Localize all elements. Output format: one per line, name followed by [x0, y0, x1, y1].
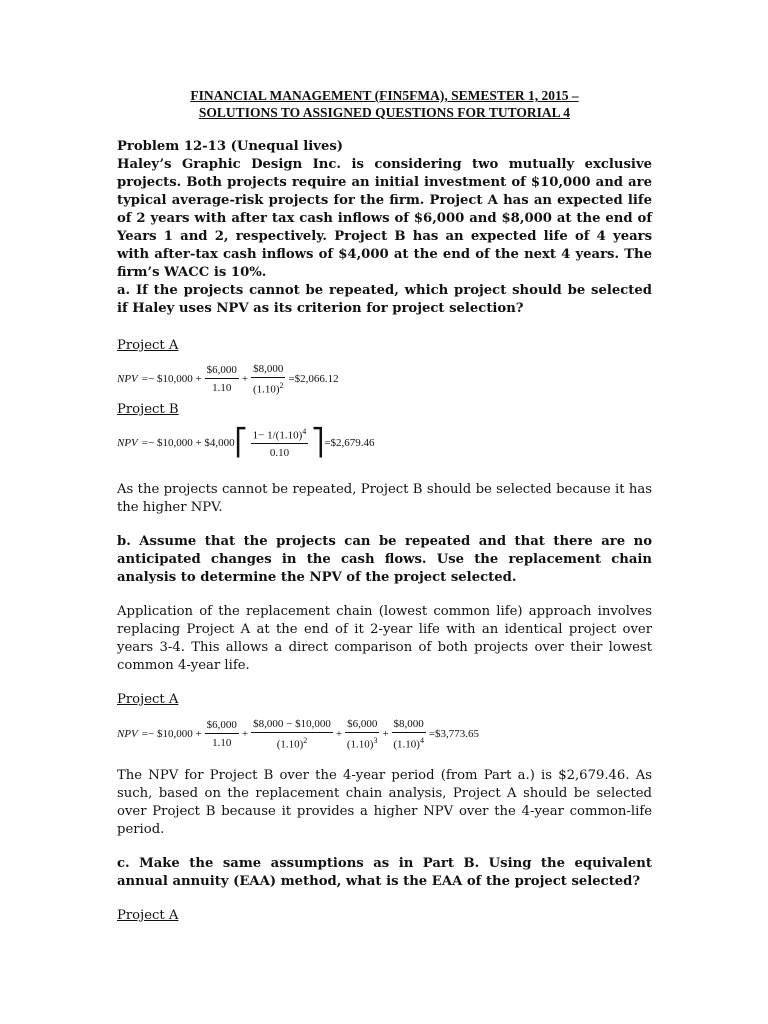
fraction: $\frac{1- 1/(1.10)^4}{0.10}$ — [252, 426, 307, 460]
fraction: $\frac{\$6,000}{1.10}$ — [206, 719, 237, 749]
project-a-label-b: Project A — [117, 692, 179, 707]
part-b-explanation: Application of the replacement chain (lowest common life) approach involves replacing Project A at the end of it 2-year life with an identical project over years 3-4. This allows a direct comparison of both projects over their lowest common 4-year life. — [117, 604, 652, 673]
question-a: a. If the projects cannot be repeated, which project should be selected if Haley uses NPV as its criterion for project selection? — [117, 283, 652, 316]
npv-symbol: NPV — [117, 437, 138, 449]
npv-equation-a: NPV =− $10,000 + $\frac{\$6,000}{1.10}$ + $\frac{\$8,000}{(1.10)^2}$ =$2,066.12 — [117, 362, 339, 396]
fraction: $\frac{\$6,000}{(1.10)^3}$ — [346, 717, 378, 751]
right-bracket: ⎤ — [311, 428, 325, 457]
document-title — [117, 87, 652, 121]
title-line-2: SOLUTIONS TO ASSIGNED QUESTIONS FOR TUTORIAL 4 — [198, 105, 571, 120]
problem-title: Problem 12-13 (Unequal lives) — [117, 139, 344, 154]
fraction: $\frac{\$8,000 - \$10,000}{(1.10)^2}$ — [253, 717, 331, 751]
npv-equation-replacement: NPV =− $10,000 + $\frac{\$6,000}{1.10}$ + $\frac{\$8,000 - \$10,000}{(1.10)^2}$ + $\frac{\$6,000}{(1.10)^3}$ + $\frac{\$8,000}{(1.10)^4}$ =$3,773.65 — [117, 717, 479, 751]
question-b: b. Assume that the projects can be repeated and that there are no anticipated changes in the cash flows. Use the replacement chain analysis to determine the NPV of the project selected. — [117, 534, 652, 585]
left-bracket: ⎡ — [234, 428, 248, 457]
title-line-1: FINANCIAL MANAGEMENT (FIN5FMA), SEMESTER 1, 2015 – — [190, 88, 579, 103]
part-a-conclusion: As the projects cannot be repeated, Project B should be selected because it has the higher NPV. — [117, 482, 652, 515]
fraction: $\frac{\$8,000}{(1.10)^4}$ — [393, 717, 424, 751]
fraction: $\frac{\$8,000}{(1.10)^2}$ — [252, 362, 284, 396]
project-a-label-c: Project A — [117, 908, 179, 923]
question-c: c. Make the same assumptions as in Part B. Using the equivalent annual annuity (EAA) method, what is the EAA of the project selected? — [117, 856, 652, 889]
npv-result: =$2,679.46 — [324, 437, 375, 449]
npv-result: =$3,773.65 — [428, 728, 479, 740]
npv-symbol: NPV — [117, 728, 138, 740]
project-a-label: Project A — [117, 338, 179, 353]
problem-statement: Haley’s Graphic Design Inc. is considering two mutually exclusive projects. Both projects require an initial investment of $10,000 and are typical average-risk projects for the firm. Project A has an expected life of 2 years with after tax cash inflows of $6,000 and $8,000 at the end of Years 1 and 2, respectively. Project B has an expected life of 4 years with after-tax cash inflows of $4,000 at the end of the next 4 years. The firm’s WACC is 10%. — [117, 157, 652, 280]
document-page — [117, 87, 652, 925]
npv-symbol: NPV — [117, 373, 138, 385]
project-b-label: Project B — [117, 402, 179, 417]
npv-equation-b: NPV =− $10,000 + $4,000 ⎡ $\frac{1- 1/(1.10)^4}{0.10}$ ⎤ =$2,679.46 — [117, 426, 375, 460]
fraction: $\frac{\$6,000}{1.10}$ — [206, 364, 237, 394]
npv-result: =$2,066.12 — [288, 373, 339, 385]
part-b-conclusion: The NPV for Project B over the 4-year period (from Part a.) is $2,679.46. As such, based on the replacement chain analysis, Project A should be selected over Project B because it provides a higher NPV over the 4-year common-life period. — [117, 768, 652, 837]
